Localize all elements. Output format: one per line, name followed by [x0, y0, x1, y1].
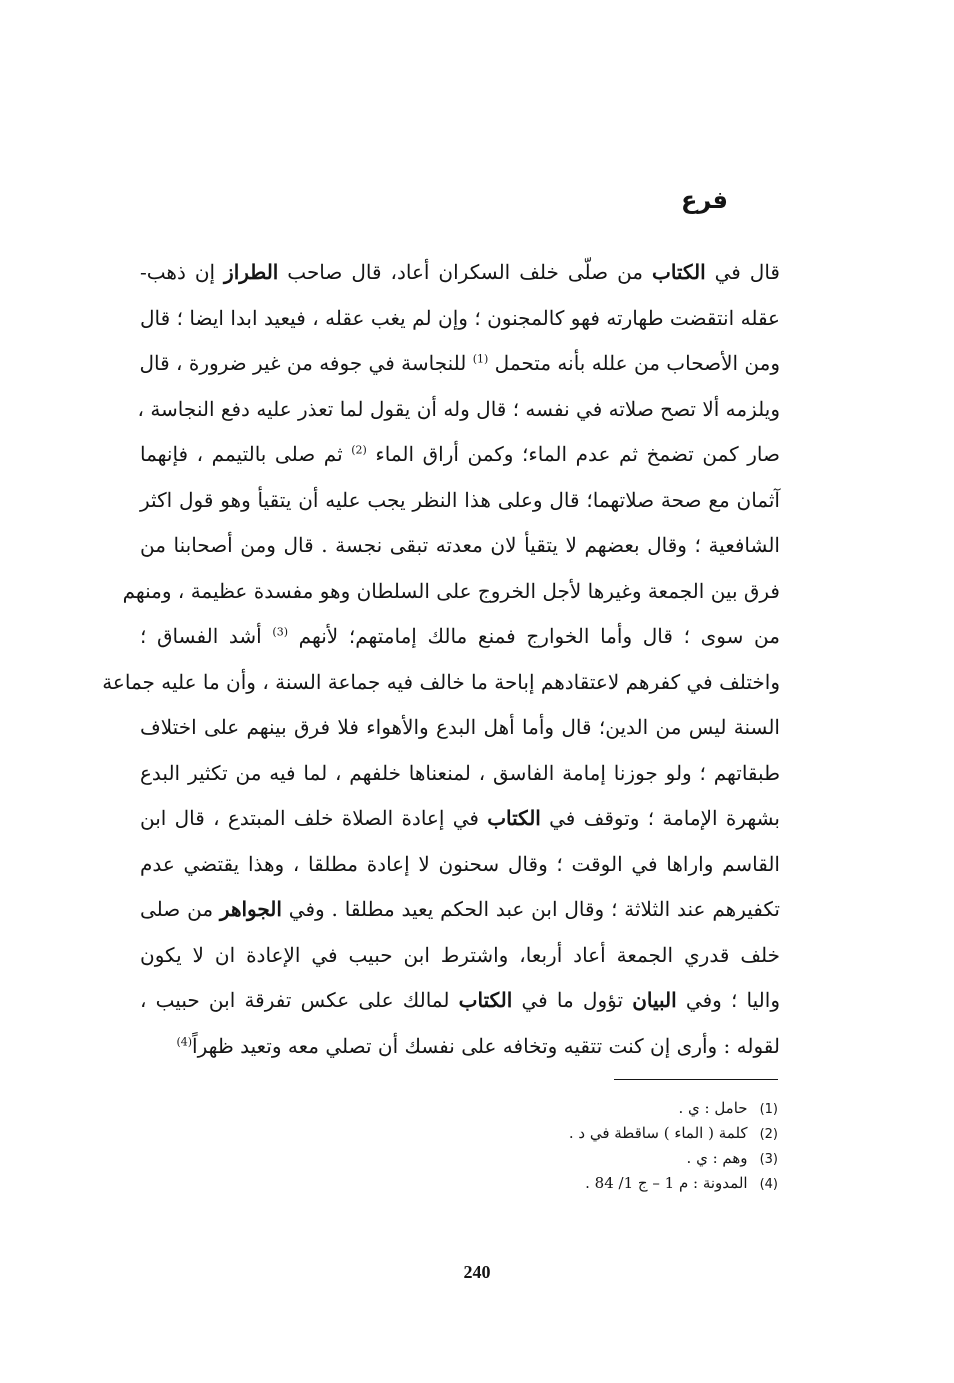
page-number: 240	[463, 1262, 491, 1282]
text-line	[140, 523, 780, 569]
text-segment: ومن الأصحاب من علله بأنه متحمل	[488, 351, 780, 375]
book-title: الطراز	[224, 260, 279, 284]
body-text	[102, 250, 780, 1069]
book-title: الكتاب	[458, 988, 513, 1012]
text-line	[140, 751, 780, 797]
text-segment: لمالك على عكس تفرقة ابن حبيب ،	[140, 988, 459, 1012]
text-segment: لقوله : وأرى إن كنت تتقيه وتخافه على نفسك أن تصلي معه وتعيد ظهراً	[192, 1033, 780, 1058]
text-segment: واختلف في كفرهم لاعتقادهم إباحة ما خالف فيه جماعة السنة ، وأن ما عليه جماعة	[102, 669, 780, 694]
footnotes	[358, 1096, 778, 1196]
text-segment: من سوى ؛ قال وأما الخوارج فمنع مالك إمامتهم؛ لأنهم	[288, 624, 780, 648]
footnote-text: المدونة : م 1 – ج 1/ 84 .	[585, 1174, 748, 1192]
footnote-ref: (4)	[176, 1034, 193, 1048]
text-line	[102, 660, 780, 706]
text-segment: القاسم واراها في الوقت ؛ وقال سحنون لا إعادة مطلقا ، وهذا يقتضي عدم	[140, 851, 780, 876]
text-segment: ويلزمه ألا تصح صلاته في نفسه ؛ قال وله أن يقول لما تعذر عليه دفع النجاسة ،	[137, 396, 780, 421]
text-segment: عقله انتقضت طهارته فهو كالمجنون ؛ وإن لم يغب عقله ، فيعيد ابدا ايضا ؛ قال	[140, 305, 780, 330]
footnote-text: وهم : ي .	[686, 1149, 748, 1167]
text-segment: طبقاتهم ؛ ولو جوزنا إمامة الفاسق ، لمنعناها خلفهم ، لما فيه من تكثير البدع	[140, 760, 780, 785]
text-segment: خلف قدري الجمعة أعاد أربعا، واشترط ابن حبيب في الإعادة ان لا يكون	[140, 942, 780, 967]
book-title: الكتاب	[487, 806, 541, 830]
text-segment: آثمان مع صحة صلاتهما؛ قال وعلى هذا النظر يجب عليه أن يتقيأ وهو قول اكثر	[140, 487, 780, 512]
text-line	[140, 432, 780, 478]
text-line	[140, 296, 780, 342]
text-segment: من صلى	[140, 897, 220, 921]
text-line	[140, 341, 780, 387]
footnote-separator	[614, 1079, 778, 1080]
text-segment: بشهرة الإمامة ؛ وتوقف في	[540, 806, 780, 830]
text-line	[140, 614, 780, 660]
text-segment: للنجاسة في جوفه من غير ضرورة ، قال	[139, 351, 473, 375]
section-heading: فرع	[680, 186, 728, 214]
text-line	[140, 1024, 780, 1070]
text-segment: الشافعية ؛ وقال بعضهم لا يتقيأ لان معدته تبقى نجسة . قال ومن أصحابنا من	[140, 533, 780, 557]
text-line	[140, 705, 780, 751]
footnote-item	[358, 1121, 778, 1146]
text-line	[140, 250, 780, 296]
text-segment: في إعادة الصلاة خلف المبتدع ، قال ابن	[140, 806, 488, 830]
footnote-ref: (3)	[272, 625, 288, 639]
text-segment: صار كمن تضمخ ثم عدم الماء؛ وكمن أراق الماء	[366, 442, 780, 466]
text-segment: فرق بين الجمعة وغيرها لأجل الخروج على السلطان وهو مفسدة عظيمة ، ومنهم	[122, 578, 780, 603]
text-segment: قال في	[705, 260, 780, 284]
footnote-ref: (2)	[351, 443, 367, 457]
footnote-text: كلمة ( الماء ) ساقطة في د .	[568, 1124, 748, 1142]
text-line	[122, 569, 780, 615]
book-title: الجواهر	[219, 897, 282, 921]
footnote-number: (2)	[759, 1127, 778, 1142]
text-line	[137, 387, 780, 433]
text-segment: تكفيرهم عند الثلاثة ؛ وقال ابن عبد الحكم يعيد مطلقا . وفي	[281, 897, 780, 921]
text-line	[140, 978, 780, 1024]
footnote-item	[358, 1096, 778, 1121]
text-segment: من صلّى خلف السكران أعاد، قال صاحب	[278, 260, 652, 284]
book-title: البيان	[632, 988, 677, 1012]
text-segment: أشد الفساق ؛	[140, 624, 273, 648]
footnote-number: (1)	[759, 1102, 778, 1117]
text-line	[140, 933, 780, 979]
footnote-ref: (1)	[472, 352, 489, 366]
text-line	[140, 842, 780, 888]
text-segment: السنة ليس من الدين؛ قال وأما أهل البدع والأهواء فلا فرق بينهم على اختلاف	[140, 715, 780, 739]
footnote-text: حامل : ي .	[678, 1099, 748, 1117]
footnote-number: (4)	[759, 1177, 778, 1192]
text-segment: إن ذهب-	[140, 260, 225, 284]
text-segment: ثم صلى بالتيمم ، فإنهما	[140, 442, 352, 466]
text-segment: واليا ؛ وفي	[676, 988, 780, 1012]
footnote-item	[358, 1146, 778, 1171]
text-line	[140, 887, 780, 933]
footnote-item	[358, 1171, 778, 1196]
footnote-number: (3)	[759, 1152, 778, 1167]
text-line	[140, 796, 780, 842]
book-title: الكتاب	[651, 260, 706, 284]
text-segment: تؤول ما في	[512, 988, 633, 1012]
text-line	[140, 478, 780, 524]
